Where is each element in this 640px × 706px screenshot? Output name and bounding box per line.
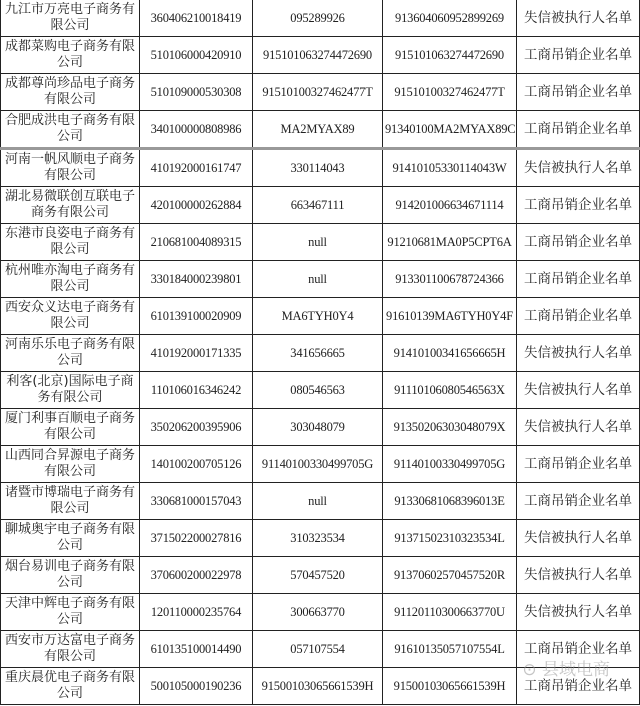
credit-code-cell: 915101063274472690	[383, 37, 517, 74]
list-type-cell: 工商吊销企业名单	[517, 631, 640, 668]
table-row	[1, 520, 640, 557]
registration-number-cell: 370600200022978	[140, 557, 253, 594]
organization-code-cell: null	[253, 261, 383, 298]
list-type-cell: 失信被执行人名单	[517, 520, 640, 557]
registration-number-cell: 510106000420910	[140, 37, 253, 74]
table-row	[1, 149, 640, 187]
list-type-cell: 工商吊销企业名单	[517, 37, 640, 74]
credit-code-cell: 913301100678724366	[383, 261, 517, 298]
table-row	[1, 446, 640, 483]
credit-code-cell: 914201006634671114	[383, 187, 517, 224]
credit-code-cell: 91410100341656665H	[383, 335, 517, 372]
list-type-cell: 失信被执行人名单	[517, 409, 640, 446]
table-row	[1, 37, 640, 74]
organization-code-cell: 310323534	[253, 520, 383, 557]
credit-code-cell: 91370602570457520R	[383, 557, 517, 594]
table-row	[1, 224, 640, 261]
company-name-cell: 西安众义达电子商务有限公司	[1, 298, 140, 335]
registration-number-cell: 210681004089315	[140, 224, 253, 261]
list-type-cell: 工商吊销企业名单	[517, 261, 640, 298]
credit-code-cell: 91510100327462477T	[383, 74, 517, 111]
table-row	[1, 594, 640, 631]
table-row	[1, 74, 640, 111]
list-type-cell: 工商吊销企业名单	[517, 446, 640, 483]
company-name-cell: 厦门利事百顺电子商务有限公司	[1, 409, 140, 446]
company-name-cell: 西安市万达富电子商务有限公司	[1, 631, 140, 668]
registration-number-cell: 350206200395906	[140, 409, 253, 446]
organization-code-cell: MA2MYAX89	[253, 111, 383, 149]
registration-number-cell: 140100200705126	[140, 446, 253, 483]
organization-code-cell: 330114043	[253, 149, 383, 187]
company-name-cell: 烟台易训电子商务有限公司	[1, 557, 140, 594]
company-name-cell: 山西同合昇源电子商务有限公司	[1, 446, 140, 483]
registration-number-cell: 330681000157043	[140, 483, 253, 520]
registration-number-cell: 420100000262884	[140, 187, 253, 224]
list-type-cell: 失信被执行人名单	[517, 149, 640, 187]
organization-code-cell: 91140100330499705G	[253, 446, 383, 483]
table-row	[1, 668, 640, 705]
credit-code-cell: 91210681MA0P5CPT6A	[383, 224, 517, 261]
registration-number-cell: 510109000530308	[140, 74, 253, 111]
list-type-cell: 工商吊销企业名单	[517, 298, 640, 335]
watermark-text: 县域电商	[542, 660, 610, 680]
list-type-cell: 失信被执行人名单	[517, 594, 640, 631]
organization-code-cell: 570457520	[253, 557, 383, 594]
list-type-cell: 失信被执行人名单	[517, 372, 640, 409]
company-name-cell: 天津中辉电子商务有限公司	[1, 594, 140, 631]
credit-code-cell: 91371502310323534L	[383, 520, 517, 557]
table-row	[1, 631, 640, 668]
company-name-cell: 河南乐乐电子商务有限公司	[1, 335, 140, 372]
credit-code-cell: 91500103065661539H	[383, 668, 517, 705]
list-type-cell: 工商吊销企业名单	[517, 483, 640, 520]
organization-code-cell: null	[253, 224, 383, 261]
credit-code-cell: 91110106080546563X	[383, 372, 517, 409]
list-type-cell: 失信被执行人名单	[517, 335, 640, 372]
registration-number-cell: 410192000171335	[140, 335, 253, 372]
organization-code-cell: 91500103065661539H	[253, 668, 383, 705]
organization-code-cell: 663467111	[253, 187, 383, 224]
list-type-cell: 失信被执行人名单	[517, 0, 640, 37]
credit-code-cell: 91610135057107554L	[383, 631, 517, 668]
organization-code-cell: 080546563	[253, 372, 383, 409]
company-name-cell: 成都菜购电子商务有限公司	[1, 37, 140, 74]
registration-number-cell: 110106016346242	[140, 372, 253, 409]
list-type-cell: 工商吊销企业名单	[517, 187, 640, 224]
organization-code-cell: MA6TYH0Y4	[253, 298, 383, 335]
company-name-cell: 聊城奥宇电子商务有限公司	[1, 520, 140, 557]
registration-number-cell: 340100000808986	[140, 111, 253, 149]
table-row	[1, 111, 640, 149]
table-row	[1, 261, 640, 298]
registration-number-cell: 120110000235764	[140, 594, 253, 631]
table-row	[1, 372, 640, 409]
list-type-cell: 失信被执行人名单	[517, 557, 640, 594]
organization-code-cell: 095289926	[253, 0, 383, 37]
list-type-cell: 工商吊销企业名单	[517, 224, 640, 261]
company-name-cell: 九江市万亮电子商务有限公司	[1, 0, 140, 37]
list-type-cell: 工商吊销企业名单	[517, 74, 640, 111]
organization-code-cell: 341656665	[253, 335, 383, 372]
credit-code-cell: 91610139MA6TYH0Y4F	[383, 298, 517, 335]
table-row	[1, 483, 640, 520]
company-name-cell: 湖北易微联创互联电子商务有限公司	[1, 187, 140, 224]
company-name-cell: 东港市良姿电子商务有限公司	[1, 224, 140, 261]
registration-number-cell: 360406210018419	[140, 0, 253, 37]
company-name-cell: 重庆晨优电子商务有限公司	[1, 668, 140, 705]
registration-number-cell: 610139100020909	[140, 298, 253, 335]
table-row	[1, 187, 640, 224]
company-name-cell: 诸暨市博瑞电子商务有限公司	[1, 483, 140, 520]
credit-code-cell: 91350206303048079X	[383, 409, 517, 446]
organization-code-cell: 915101063274472690	[253, 37, 383, 74]
watermark: ⊙ 县域电商	[522, 660, 610, 680]
table-row	[1, 298, 640, 335]
table-row	[1, 335, 640, 372]
organization-code-cell: 303048079	[253, 409, 383, 446]
registration-number-cell: 371502200027816	[140, 520, 253, 557]
credit-code-cell: 91330681068396013E	[383, 483, 517, 520]
registration-number-cell: 610135100014490	[140, 631, 253, 668]
organization-code-cell: 91510100327462477T	[253, 74, 383, 111]
credit-code-cell: 91120110300663770U	[383, 594, 517, 631]
credit-code-cell: 91410105330114043W	[383, 149, 517, 187]
company-name-cell: 成都尊尚珍品电子商务有限公司	[1, 74, 140, 111]
credit-code-cell: 913604060952899269	[383, 0, 517, 37]
list-type-cell: 工商吊销企业名单	[517, 668, 640, 705]
credit-code-cell: 91140100330499705G	[383, 446, 517, 483]
company-name-cell: 河南一帆风顺电子商务有限公司	[1, 149, 140, 187]
organization-code-cell: null	[253, 483, 383, 520]
registration-number-cell: 330184000239801	[140, 261, 253, 298]
registration-number-cell: 410192000161747	[140, 149, 253, 187]
registration-number-cell: 500105000190236	[140, 668, 253, 705]
table-row	[1, 409, 640, 446]
table-row	[1, 0, 640, 37]
table-body	[1, 0, 640, 705]
organization-code-cell: 300663770	[253, 594, 383, 631]
organization-code-cell: 057107554	[253, 631, 383, 668]
company-name-cell: 合肥成洪电子商务有限公司	[1, 111, 140, 149]
list-type-cell: 工商吊销企业名单	[517, 111, 640, 149]
table-row	[1, 557, 640, 594]
company-name-cell: 杭州唯亦淘电子商务有限公司	[1, 261, 140, 298]
company-name-cell: 利客(北京)国际电子商务有限公司	[1, 372, 140, 409]
credit-code-cell: 91340100MA2MYAX89C	[383, 111, 517, 149]
